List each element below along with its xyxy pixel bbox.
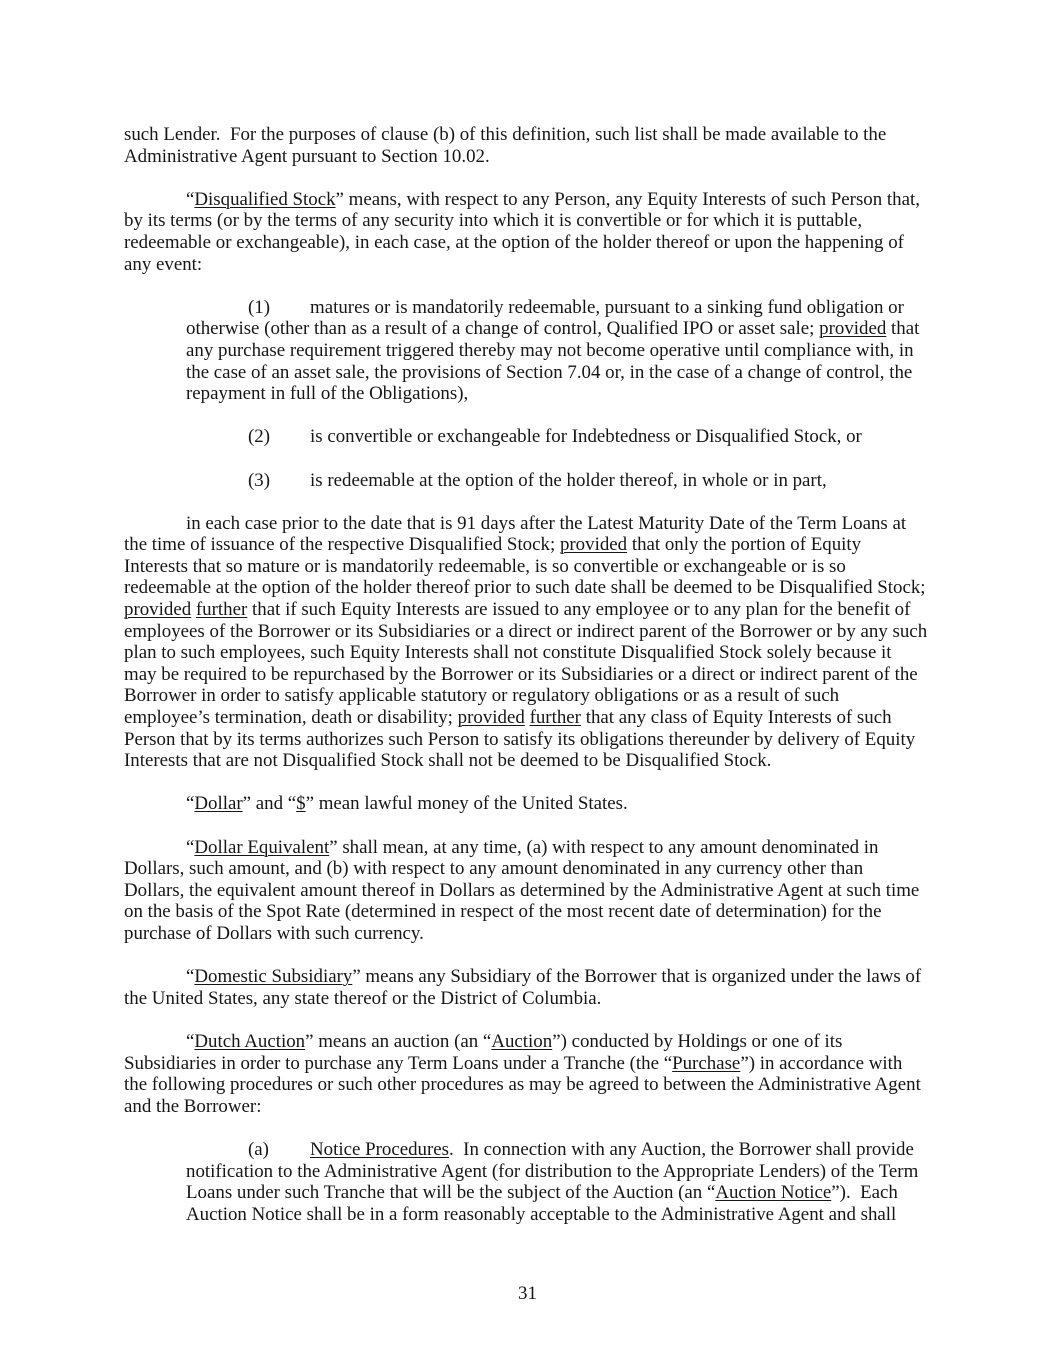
text-segment: ”) conducted by Holdings or one of its — [552, 1030, 843, 1052]
item-label: (3) — [248, 469, 271, 491]
text-segment: ” shall mean, at any time, (a) with respect to any amount denominated in — [329, 836, 879, 858]
text-segment: that any class of Equity Interests of such — [580, 707, 892, 729]
text-segment: Subsidiaries in order to purchase any Term Loans under a Tranche (the “ — [124, 1052, 673, 1074]
text-segment: is convertible or exchangeable for Indebtedness or Disqualified Stock, or — [310, 426, 862, 448]
text-segment: may be required to be repurchased by the Borrower or its Subsidiaries or a direct or indirect parent of the — [124, 663, 918, 685]
text-line — [124, 210, 930, 232]
text-segment: “ — [186, 966, 195, 988]
text-line — [124, 923, 930, 945]
text-line — [124, 729, 930, 751]
text-segment: notification to the Administrative Agent (for distribution to the Appropriate Lenders) of the Term — [186, 1160, 919, 1182]
text-segment: Interests that are not Disqualified Stock shall not be deemed to be Disqualified Stock. — [124, 750, 772, 772]
text-line — [124, 189, 930, 211]
defined-term: provided — [559, 534, 628, 556]
text-segment: employees of the Borrower or its Subsidiaries or a direct or indirect parent of the Borrower or by any such — [124, 620, 928, 642]
text-segment: by its terms (or by the terms of any security into which it is convertible or for which it is puttable, — [124, 210, 863, 232]
text-segment: ” mean lawful money of the United States. — [305, 793, 628, 815]
defined-term: Auction — [491, 1030, 553, 1052]
text-segment: plan to such employees, such Equity Interests shall not constitute Disqualified Stock solely because it — [124, 642, 892, 664]
text-segment: ” means an auction (an “ — [305, 1030, 492, 1052]
text-segment: Dollars, the equivalent amount thereof in Dollars as determined by the Administrative Agent at such time — [124, 879, 920, 901]
defined-term: Dollar Equivalent — [194, 836, 330, 858]
item-label: (1) — [248, 296, 271, 318]
text-line — [124, 988, 930, 1010]
text-line — [186, 470, 930, 492]
page-number: 31 — [518, 1283, 537, 1304]
text-segment: “ — [186, 188, 195, 210]
paragraph — [124, 124, 930, 167]
text-segment: that only the portion of Equity — [627, 534, 862, 556]
text-segment: otherwise (other than as a result of a change of control, Qualified IPO or asset sale; — [186, 318, 820, 340]
text-line — [124, 1096, 930, 1118]
text-segment: that — [886, 318, 920, 340]
text-line — [124, 793, 930, 815]
text-line — [186, 1139, 930, 1161]
text-line — [124, 534, 930, 556]
text-line — [186, 1161, 930, 1183]
text-segment: the United States, any state thereof or the District of Columbia. — [124, 987, 602, 1009]
text-line — [124, 146, 930, 168]
text-line — [124, 966, 930, 988]
text-segment: redeemable at the option of the holder thereof prior to such date shall be deemed to be Disqualified Stock; — [124, 577, 926, 599]
text-segment: “ — [186, 836, 195, 858]
text-segment: matures or is mandatorily redeemable, pursuant to a sinking fund obligation or — [310, 296, 904, 318]
text-line — [124, 901, 930, 923]
text-segment: Auction Notice shall be in a form reasonably acceptable to the Administrative Agent and shall — [186, 1203, 897, 1225]
text-segment: . In connection with any Auction, the Borrower shall provide — [449, 1138, 914, 1160]
text-line — [124, 642, 930, 664]
item-label: (a) — [248, 1138, 269, 1160]
text-segment: redeemable or exchangeable), in each case, at the option of the holder thereof or upon the happening of — [124, 231, 904, 253]
text-line — [186, 297, 930, 319]
paragraph — [124, 837, 930, 945]
text-line — [124, 1074, 930, 1096]
text-segment: ” and “ — [242, 793, 297, 815]
list-item — [124, 426, 930, 448]
text-segment: Administrative Agent pursuant to Section 10.02. — [124, 145, 490, 167]
text-line — [124, 750, 930, 772]
text-segment: the time of issuance of the respective Disqualified Stock; — [124, 534, 560, 556]
text-segment: ” means any Subsidiary of the Borrower that is organized under the laws of — [352, 966, 922, 988]
defined-term: Dutch Auction — [194, 1030, 306, 1052]
text-line — [124, 577, 930, 599]
text-line — [124, 1053, 930, 1075]
text-segment: Dollars, such amount, and (b) with respect to any amount denominated in any currency other than — [124, 858, 864, 880]
text-segment: in each case prior to the date that is 91 days after the Latest Maturity Date of the Term Loans at — [186, 512, 907, 534]
defined-term: Auction Notice — [715, 1182, 832, 1204]
text-segment: “ — [186, 793, 195, 815]
list-item — [124, 297, 930, 405]
defined-term: Notice Procedures — [310, 1138, 450, 1160]
paragraph — [124, 966, 930, 1009]
defined-term: further — [195, 599, 248, 621]
text-line — [124, 664, 930, 686]
text-line — [124, 837, 930, 859]
text-line — [186, 426, 930, 448]
document-body — [124, 124, 930, 1247]
text-segment: the following procedures or such other procedures as may be agreed to between the Administrative Agent — [124, 1074, 921, 1096]
text-line — [186, 318, 930, 340]
text-segment: “ — [186, 1030, 195, 1052]
text-segment: that if such Equity Interests are issued to any employee or to any plan for the benefit of — [247, 599, 911, 621]
list-item — [124, 1139, 930, 1225]
text-line — [186, 383, 930, 405]
text-segment: ”). Each — [831, 1182, 898, 1204]
defined-term: $ — [296, 793, 306, 815]
text-segment: on the basis of the Spot Rate (determined in respect of the most recent date of determination) for the — [124, 901, 882, 923]
text-segment: Person that by its terms authorizes such Person to satisfy its obligations thereunder by delivery of Equity — [124, 728, 916, 750]
text-line — [124, 621, 930, 643]
text-segment: employee’s termination, death or disability; — [124, 707, 458, 729]
text-line — [124, 556, 930, 578]
text-segment: purchase of Dollars with such currency. — [124, 922, 424, 944]
text-segment: the case of an asset sale, the provisions of Section 7.04 or, in the case of a change of control, the — [186, 361, 913, 383]
defined-term: Domestic Subsidiary — [194, 966, 353, 988]
list-item — [124, 470, 930, 492]
text-segment: is redeemable at the option of the holder thereof, in whole or in part, — [310, 469, 827, 491]
text-segment: any purchase requirement triggered thereby may not become operative until compliance with, in — [186, 339, 914, 361]
item-label: (2) — [248, 426, 271, 448]
text-segment: and the Borrower: — [124, 1095, 262, 1117]
paragraph — [124, 513, 930, 772]
defined-term: further — [529, 707, 581, 729]
text-segment: Borrower in order to satisfy applicable statutory or regulatory obligations or as a result of such — [124, 685, 840, 707]
text-line — [124, 707, 930, 729]
text-line — [124, 1031, 930, 1053]
text-line — [124, 880, 930, 902]
defined-term: Dollar — [194, 793, 243, 815]
text-segment: ”) in accordance with — [740, 1052, 903, 1074]
defined-term: provided — [819, 318, 887, 340]
text-segment: any event: — [124, 253, 203, 275]
paragraph — [124, 793, 930, 815]
text-line — [186, 1182, 930, 1204]
defined-term: Disqualified Stock — [194, 188, 336, 210]
text-line — [124, 124, 930, 146]
text-line — [186, 340, 930, 362]
text-segment: Interests that so mature or is mandatorily redeemable, is so convertible or exchangeable or is so — [124, 555, 846, 577]
paragraph — [124, 189, 930, 275]
defined-term: provided — [124, 599, 192, 621]
text-segment: ” means, with respect to any Person, any Equity Interests of such Person that, — [335, 188, 920, 210]
text-segment: Loans under such Tranche that will be the subject of the Auction (an “ — [186, 1182, 716, 1204]
defined-term: Purchase — [672, 1052, 741, 1074]
text-segment: such Lender. For the purposes of clause (b) of this definition, such list shall be made available to the — [124, 124, 887, 145]
text-line — [186, 1204, 930, 1226]
text-line — [186, 362, 930, 384]
text-line — [124, 254, 930, 276]
text-line — [124, 232, 930, 254]
text-line — [124, 513, 930, 535]
defined-term: provided — [457, 707, 525, 729]
text-segment: repayment in full of the Obligations), — [186, 383, 469, 405]
paragraph — [124, 1031, 930, 1117]
text-line — [124, 685, 930, 707]
text-line — [124, 858, 930, 880]
text-line — [124, 599, 930, 621]
